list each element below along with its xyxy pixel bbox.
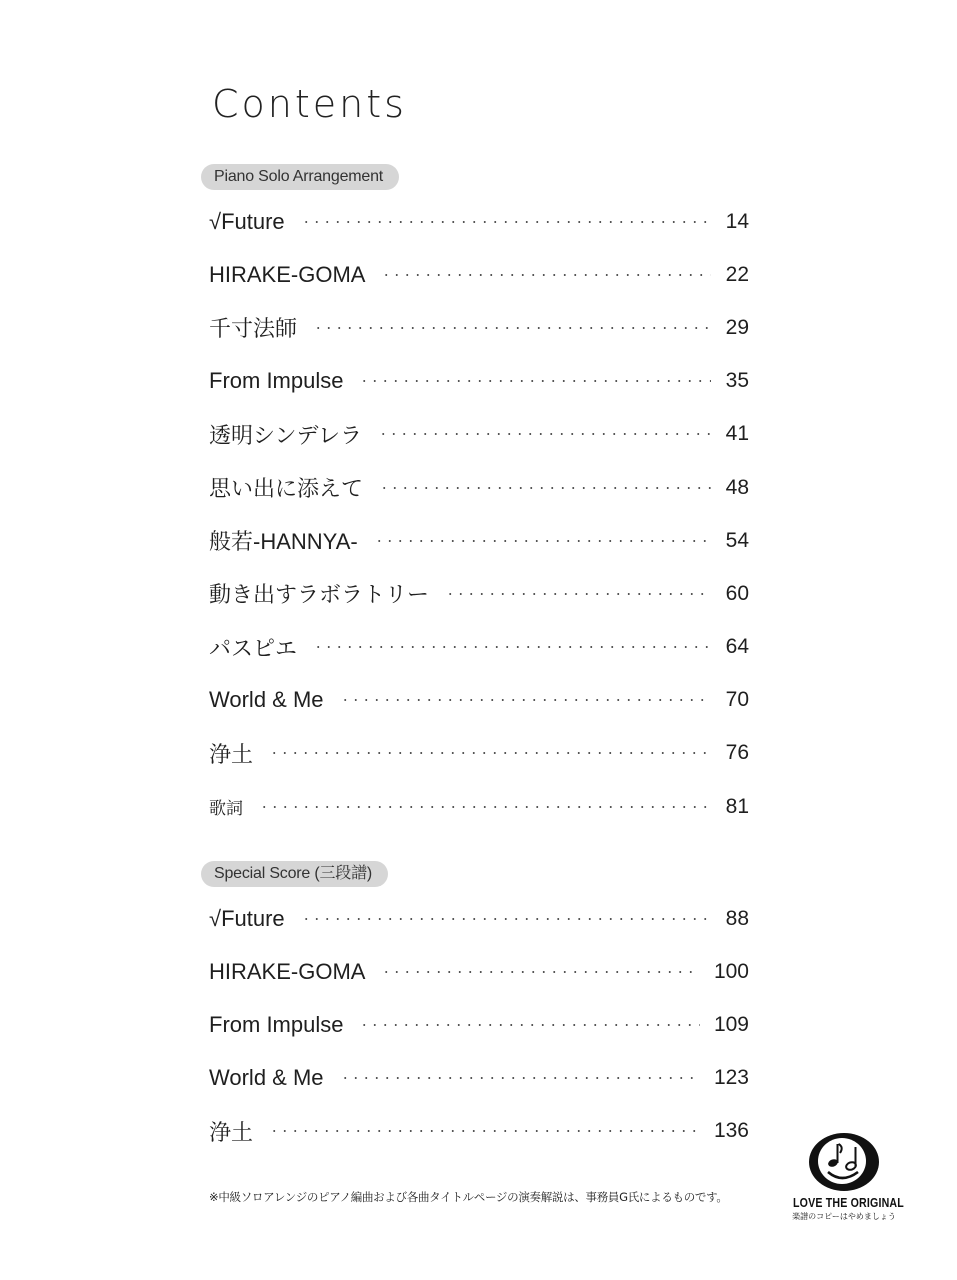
- dot-leader: [301, 221, 711, 223]
- toc-entry[interactable]: [209, 355, 749, 408]
- footnote: ※中級ソロアレンジのピアノ編曲および各曲タイトルページの演奏解説は、事務員G氏によるものです。: [209, 1190, 728, 1204]
- toc-entry-title: From Impulse: [209, 1011, 344, 1037]
- toc-entry[interactable]: [209, 514, 749, 567]
- toc-entry-title: 浄土: [209, 741, 254, 767]
- toc-entry-title: パスピエ: [209, 635, 298, 661]
- toc-entry-title: √Future: [209, 905, 285, 931]
- section-label-piano-solo: Piano Solo Arrangement: [201, 164, 399, 190]
- toc-entry-page: 81: [725, 794, 749, 818]
- toc-entry-title: 浄土: [209, 1119, 254, 1145]
- toc-entry[interactable]: [209, 621, 749, 674]
- toc-entry[interactable]: [209, 892, 749, 945]
- toc-entry[interactable]: [209, 567, 749, 620]
- dot-leader: [359, 380, 711, 382]
- dot-leader: [379, 487, 711, 489]
- toc-entry-title: From Impulse: [209, 368, 344, 394]
- dot-leader: [381, 971, 699, 973]
- music-note-face-icon: [806, 1130, 882, 1194]
- dot-leader: [313, 646, 711, 648]
- toc-entry-page: 76: [725, 741, 749, 765]
- dot-leader: [313, 327, 711, 329]
- toc-entry-title: 動き出すラボラトリー: [209, 582, 430, 608]
- toc-entry-page: 88: [725, 906, 749, 930]
- toc-entry[interactable]: [209, 727, 749, 780]
- toc-entry[interactable]: [209, 1052, 749, 1105]
- dot-leader: [374, 540, 711, 542]
- toc-entry[interactable]: [209, 1105, 749, 1158]
- dot-leader: [445, 593, 711, 595]
- toc-entry-page: 14: [725, 209, 749, 233]
- toc-entry-page: 109: [713, 1012, 749, 1036]
- toc-entry-page: 70: [725, 688, 749, 712]
- toc-entry-page: 48: [725, 475, 749, 499]
- toc-entry-title: 思い出に添えて: [209, 476, 364, 502]
- toc-entry-title: √Future: [209, 208, 285, 234]
- dot-leader: [269, 1130, 700, 1132]
- toc-entry-title: HIRAKE-GOMA: [209, 958, 366, 984]
- logo-line2: 楽譜のコピーはやめましょう: [792, 1212, 896, 1221]
- toc-entry-page: 54: [725, 528, 749, 552]
- toc-entry[interactable]: [209, 945, 749, 998]
- toc-entry[interactable]: [209, 461, 749, 514]
- logo-line1: LOVE THE ORIGINAL: [793, 1196, 904, 1210]
- toc-entry-page: 60: [725, 581, 749, 605]
- toc-entry[interactable]: [209, 408, 749, 461]
- dot-leader: [301, 918, 711, 920]
- toc-entry-page: 136: [713, 1119, 749, 1143]
- toc-entry-title: 透明シンデレラ: [209, 422, 363, 448]
- toc-entry[interactable]: [209, 674, 749, 727]
- dot-leader: [340, 1077, 700, 1079]
- section-label-special-score: Special Score (三段譜): [201, 861, 388, 887]
- love-the-original-logo: [784, 1130, 904, 1222]
- toc-entry[interactable]: [209, 998, 749, 1051]
- toc-entry[interactable]: [209, 248, 749, 301]
- dot-leader: [259, 806, 711, 808]
- toc-entry-title: 般若-HANNYA-: [209, 529, 358, 555]
- toc-entry-page: 35: [725, 369, 749, 393]
- toc-entry[interactable]: [209, 780, 749, 833]
- toc-entry-page: 100: [713, 959, 749, 983]
- toc-entry-title: World & Me: [209, 1065, 324, 1091]
- page-title: Contents: [212, 82, 407, 126]
- toc-entry-title: World & Me: [209, 687, 324, 713]
- dot-leader: [378, 433, 711, 435]
- toc-entry-title: 歌詞: [209, 799, 243, 819]
- dot-leader: [340, 699, 711, 701]
- toc-entry-page: 64: [725, 635, 749, 659]
- toc-list-piano-solo: [209, 195, 749, 833]
- toc-entry-page: 29: [725, 315, 749, 339]
- dot-leader: [269, 752, 711, 754]
- toc-entry-page: 41: [725, 422, 749, 446]
- toc-entry-title: HIRAKE-GOMA: [209, 261, 366, 287]
- toc-entry-page: 123: [713, 1066, 749, 1090]
- dot-leader: [381, 274, 711, 276]
- toc-entry[interactable]: [209, 195, 749, 248]
- toc-entry-title: 千寸法師: [209, 316, 298, 342]
- dot-leader: [359, 1024, 699, 1026]
- toc-list-special-score: [209, 892, 749, 1158]
- toc-entry-page: 22: [725, 262, 749, 286]
- toc-entry[interactable]: [209, 301, 749, 354]
